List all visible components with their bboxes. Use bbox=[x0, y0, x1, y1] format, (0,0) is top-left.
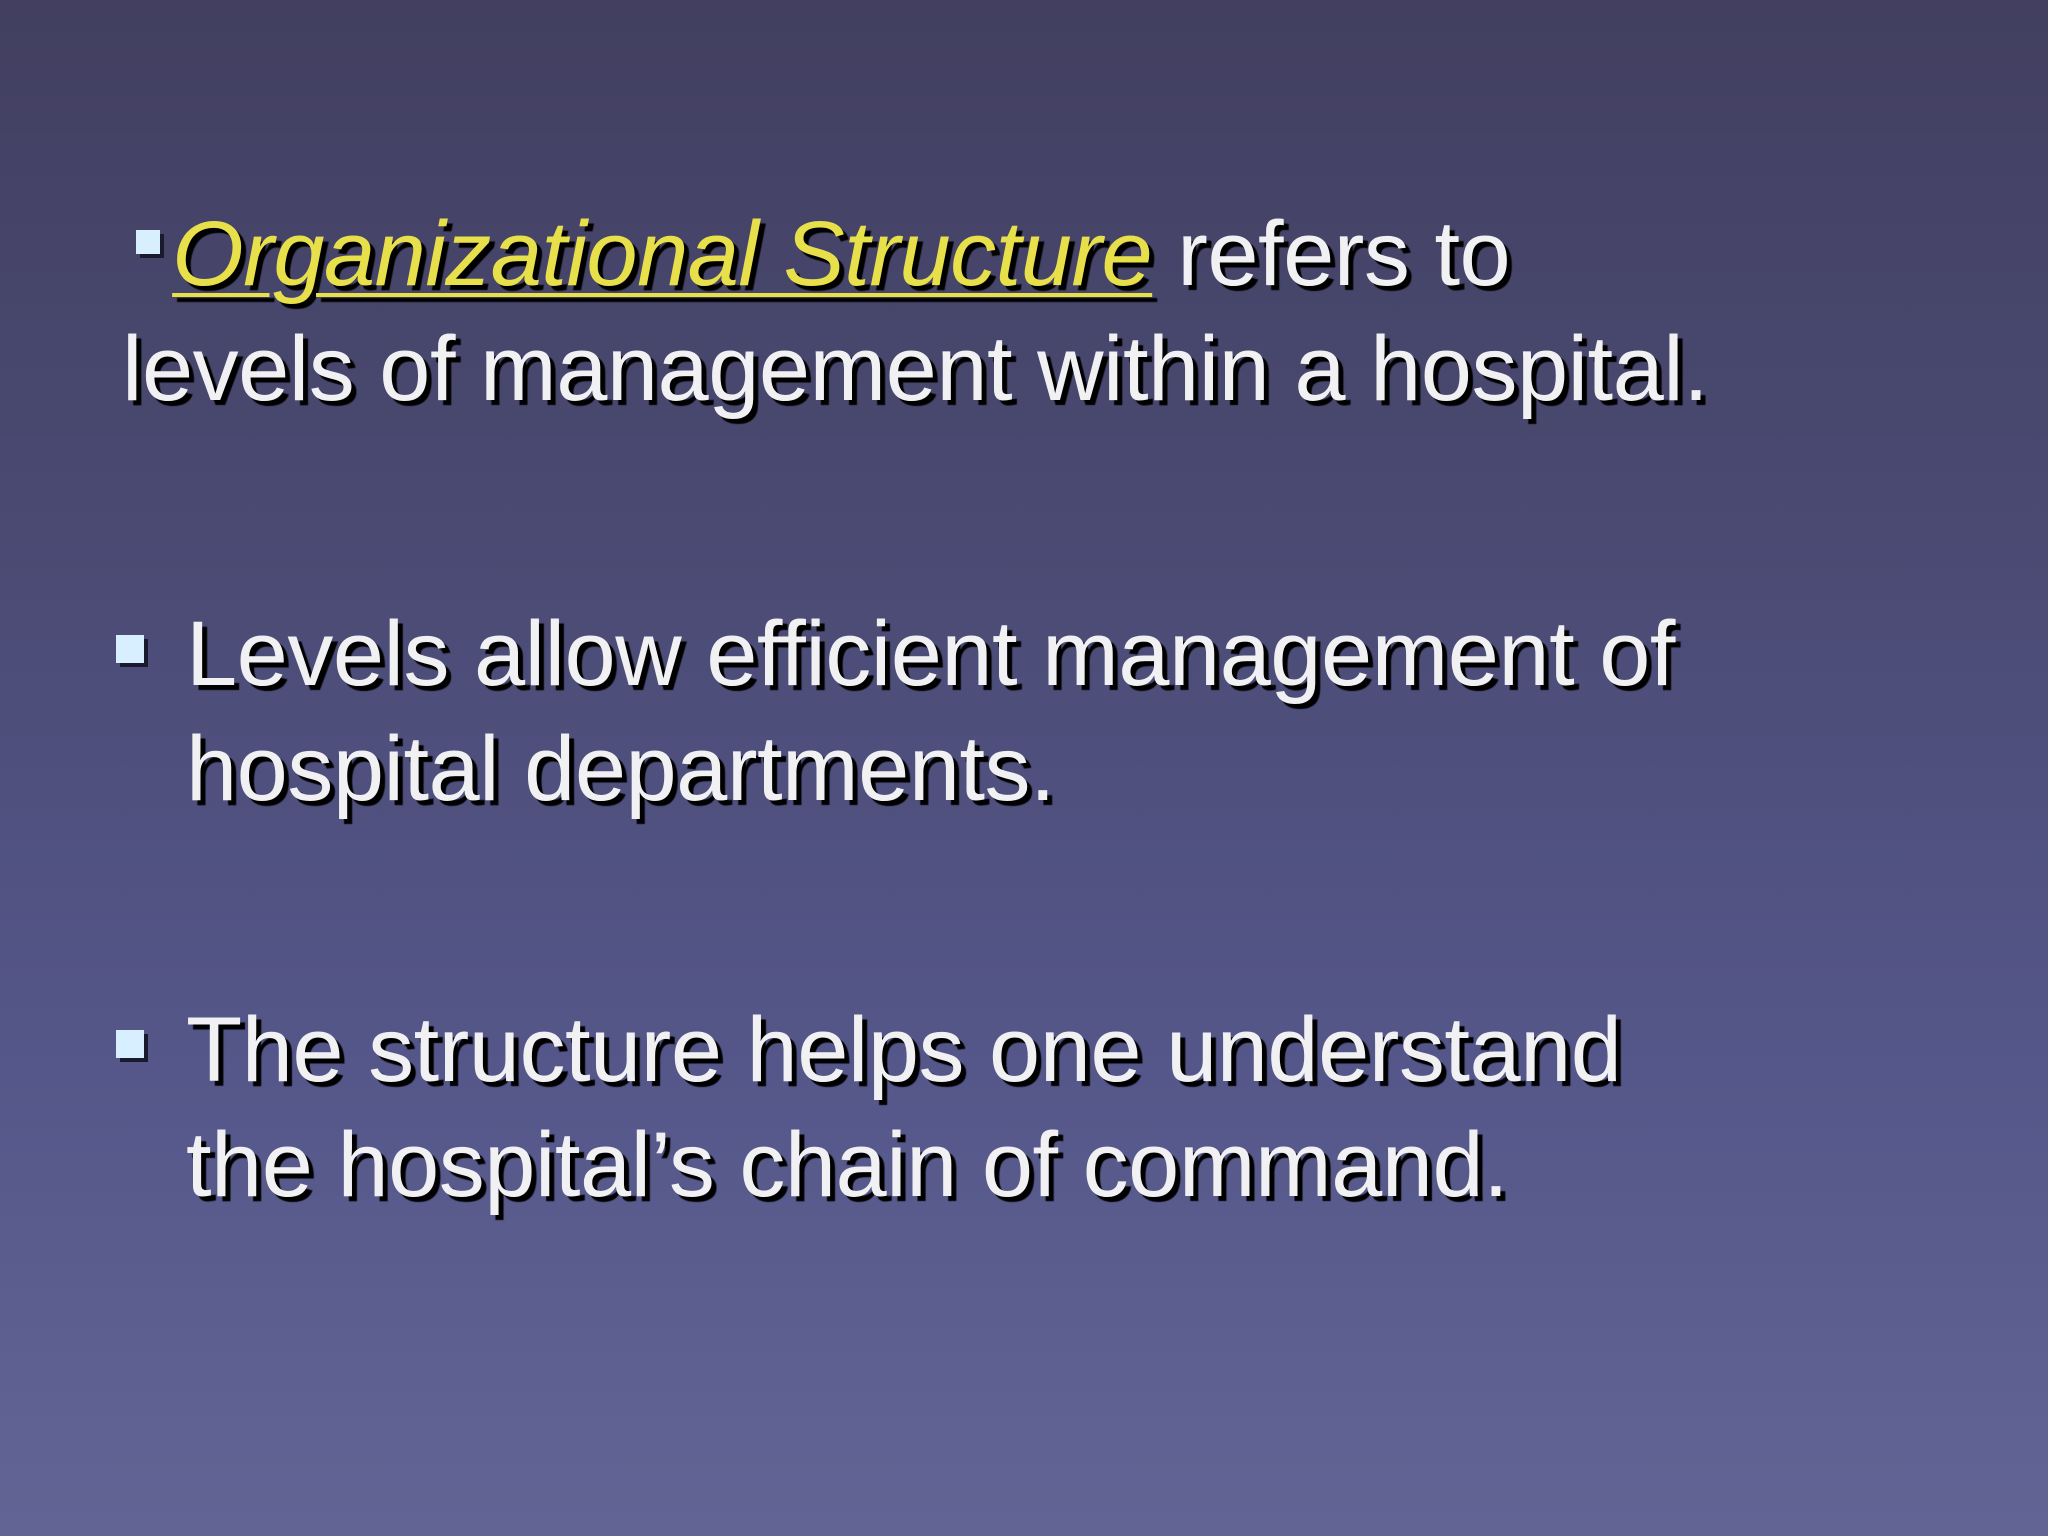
bullet-line: The structure helps one understand bbox=[186, 999, 1622, 1101]
bullet-line: levels of management within a hospital. bbox=[122, 318, 1709, 420]
bullet-line: the hospital’s chain of command. bbox=[186, 1114, 1509, 1216]
square-bullet-icon bbox=[116, 635, 144, 663]
bullet-levels bbox=[186, 597, 1675, 827]
bullet-chain-of-command bbox=[186, 993, 1621, 1223]
bullet-line: Levels allow efficient management of bbox=[186, 603, 1675, 705]
square-bullet-icon bbox=[116, 1030, 144, 1058]
bullet-line: ​ Organizational Structure refers to bbox=[122, 203, 1511, 305]
highlighted-term: Organizational Structure bbox=[172, 203, 1153, 305]
bullet-line-rest: refers to bbox=[1152, 203, 1511, 305]
bullet-line: hospital departments. bbox=[186, 718, 1056, 820]
bullet-organizational-structure bbox=[122, 197, 1708, 427]
